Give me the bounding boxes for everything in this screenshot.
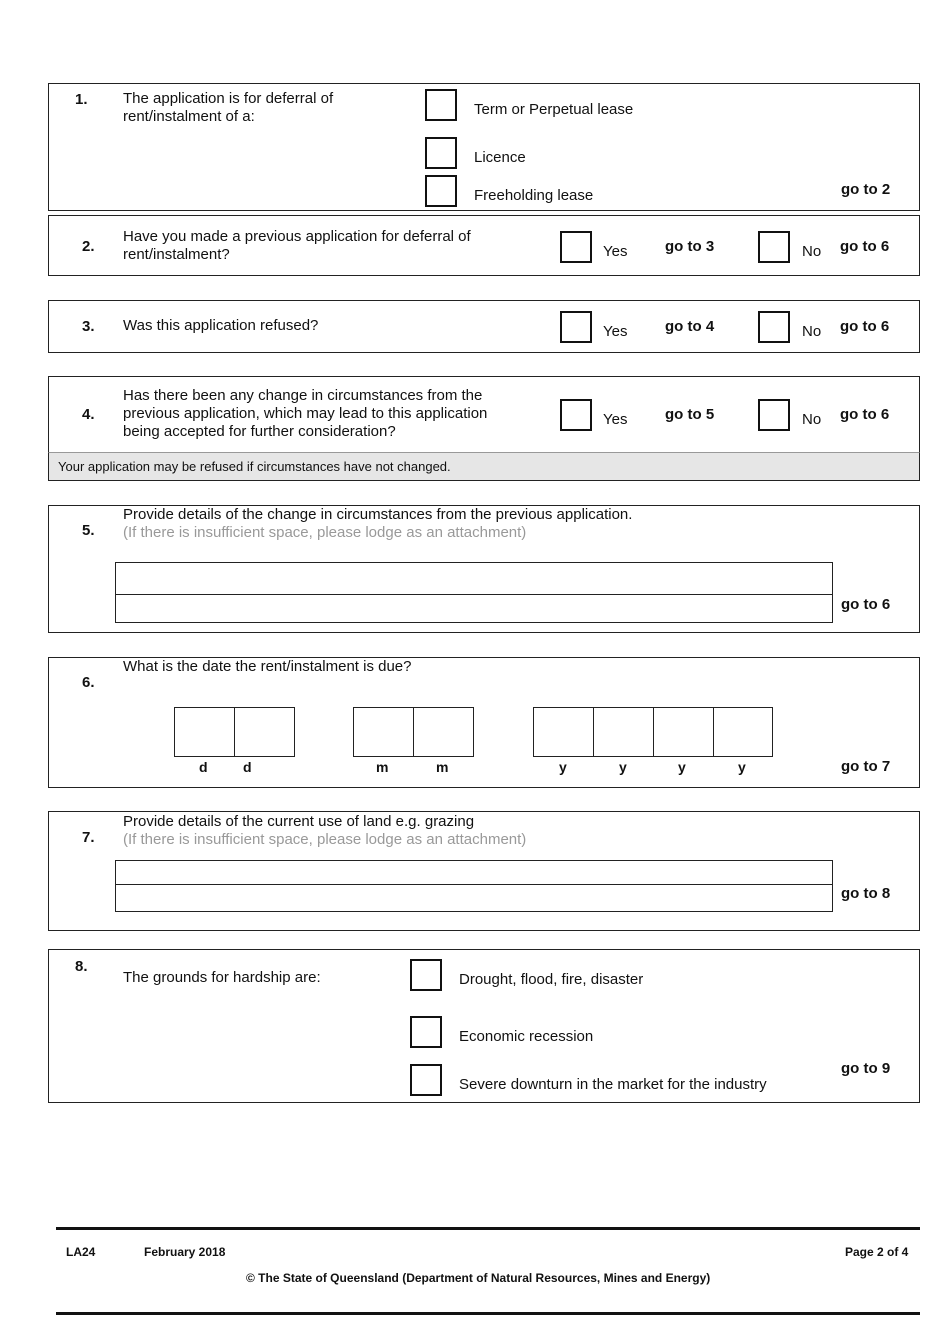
question-number: 3.: [82, 318, 95, 335]
change-details-input-line-2[interactable]: [115, 594, 833, 623]
q2-yes-checkbox[interactable]: [560, 231, 592, 263]
goto-instruction: go to 5: [665, 406, 715, 423]
drought-flood-fire-checkbox[interactable]: [410, 959, 442, 991]
day-digit-2-input[interactable]: [234, 707, 295, 757]
goto-instruction: go to 6: [840, 238, 890, 255]
yes-label: Yes: [603, 243, 628, 260]
year-digit-1-input[interactable]: [533, 707, 594, 757]
footer-bottom-rule: [56, 1312, 920, 1315]
question-text: previous application, which may lead to this application: [123, 405, 488, 422]
goto-instruction: go to 6: [840, 318, 890, 335]
goto-instruction: go to 6: [840, 406, 890, 423]
question-number: 6.: [82, 674, 95, 691]
question-text: being accepted for further consideration?: [123, 423, 396, 440]
goto-instruction: go to 2: [841, 181, 891, 198]
date-part-label: d: [243, 759, 252, 775]
q3-no-checkbox[interactable]: [758, 311, 790, 343]
land-use-input-line-1[interactable]: [115, 860, 833, 885]
question-number: 7.: [82, 829, 95, 846]
term-perpetual-lease-checkbox[interactable]: [425, 89, 457, 121]
question-text: The application is for deferral of: [123, 90, 334, 107]
q3-yes-checkbox[interactable]: [560, 311, 592, 343]
date-part-label: y: [738, 759, 746, 775]
question-text: Provide details of the current use of land e.g. grazing: [123, 813, 475, 830]
no-label: No: [802, 243, 822, 260]
date-part-label: y: [678, 759, 686, 775]
option-label: Licence: [474, 149, 526, 166]
goto-instruction: go to 7: [841, 758, 891, 775]
page-number: Page 2 of 4: [845, 1245, 909, 1259]
day-digit-1-input[interactable]: [174, 707, 235, 757]
date-part-label: m: [436, 759, 449, 775]
copyright: © The State of Queensland (Department of Natural Resources, Mines and Energy): [246, 1271, 711, 1285]
form-date: February 2018: [144, 1245, 226, 1259]
question-text: Was this application refused?: [123, 317, 319, 334]
goto-instruction: go to 3: [665, 238, 715, 255]
change-details-input-line-1[interactable]: [115, 562, 833, 595]
option-label: Economic recession: [459, 1028, 594, 1045]
year-digit-2-input[interactable]: [593, 707, 654, 757]
footer-top-rule: [56, 1227, 920, 1230]
option-label: Drought, flood, fire, disaster: [459, 971, 644, 988]
question-text: The grounds for hardship are:: [123, 969, 321, 986]
question-number: 1.: [75, 91, 88, 108]
month-digit-1-input[interactable]: [353, 707, 414, 757]
option-label: Term or Perpetual lease: [474, 101, 634, 118]
option-label: Severe downturn in the market for the industry: [459, 1076, 767, 1093]
goto-instruction: go to 6: [841, 596, 891, 613]
no-label: No: [802, 323, 822, 340]
date-part-label: d: [199, 759, 208, 775]
land-use-input-line-2[interactable]: [115, 884, 833, 912]
question-text: Have you made a previous application for deferral of: [123, 228, 471, 245]
no-label: No: [802, 411, 822, 428]
question-text: Has there been any change in circumstances from the: [123, 387, 483, 404]
question-number: 2.: [82, 238, 95, 255]
economic-recession-checkbox[interactable]: [410, 1016, 442, 1048]
form-code: LA24: [66, 1245, 96, 1259]
year-digit-4-input[interactable]: [713, 707, 773, 757]
question-text: What is the date the rent/instalment is due?: [123, 658, 412, 675]
market-downturn-checkbox[interactable]: [410, 1064, 442, 1096]
question-text: rent/instalment?: [123, 246, 230, 263]
option-label: Freeholding lease: [474, 187, 594, 204]
attachment-hint: (If there is insufficient space, please lodge as an attachment): [123, 831, 527, 848]
date-part-label: y: [559, 759, 567, 775]
yes-label: Yes: [603, 323, 628, 340]
licence-checkbox[interactable]: [425, 137, 457, 169]
date-part-label: m: [376, 759, 389, 775]
question-number: 8.: [75, 958, 88, 975]
month-digit-2-input[interactable]: [413, 707, 474, 757]
yes-label: Yes: [603, 411, 628, 428]
question-number: 5.: [82, 522, 95, 539]
year-digit-3-input[interactable]: [653, 707, 714, 757]
goto-instruction: go to 8: [841, 885, 891, 902]
question-text: Provide details of the change in circumstances from the previous application.: [123, 506, 633, 523]
q4-no-checkbox[interactable]: [758, 399, 790, 431]
freeholding-lease-checkbox[interactable]: [425, 175, 457, 207]
q2-no-checkbox[interactable]: [758, 231, 790, 263]
goto-instruction: go to 9: [841, 1060, 891, 1077]
refusal-note: Your application may be refused if circumstances have not changed.: [48, 452, 920, 481]
question-number: 4.: [82, 406, 95, 423]
date-part-label: y: [619, 759, 627, 775]
attachment-hint: (If there is insufficient space, please lodge as an attachment): [123, 524, 527, 541]
question-text: rent/instalment of a:: [123, 108, 255, 125]
goto-instruction: go to 4: [665, 318, 715, 335]
q4-yes-checkbox[interactable]: [560, 399, 592, 431]
